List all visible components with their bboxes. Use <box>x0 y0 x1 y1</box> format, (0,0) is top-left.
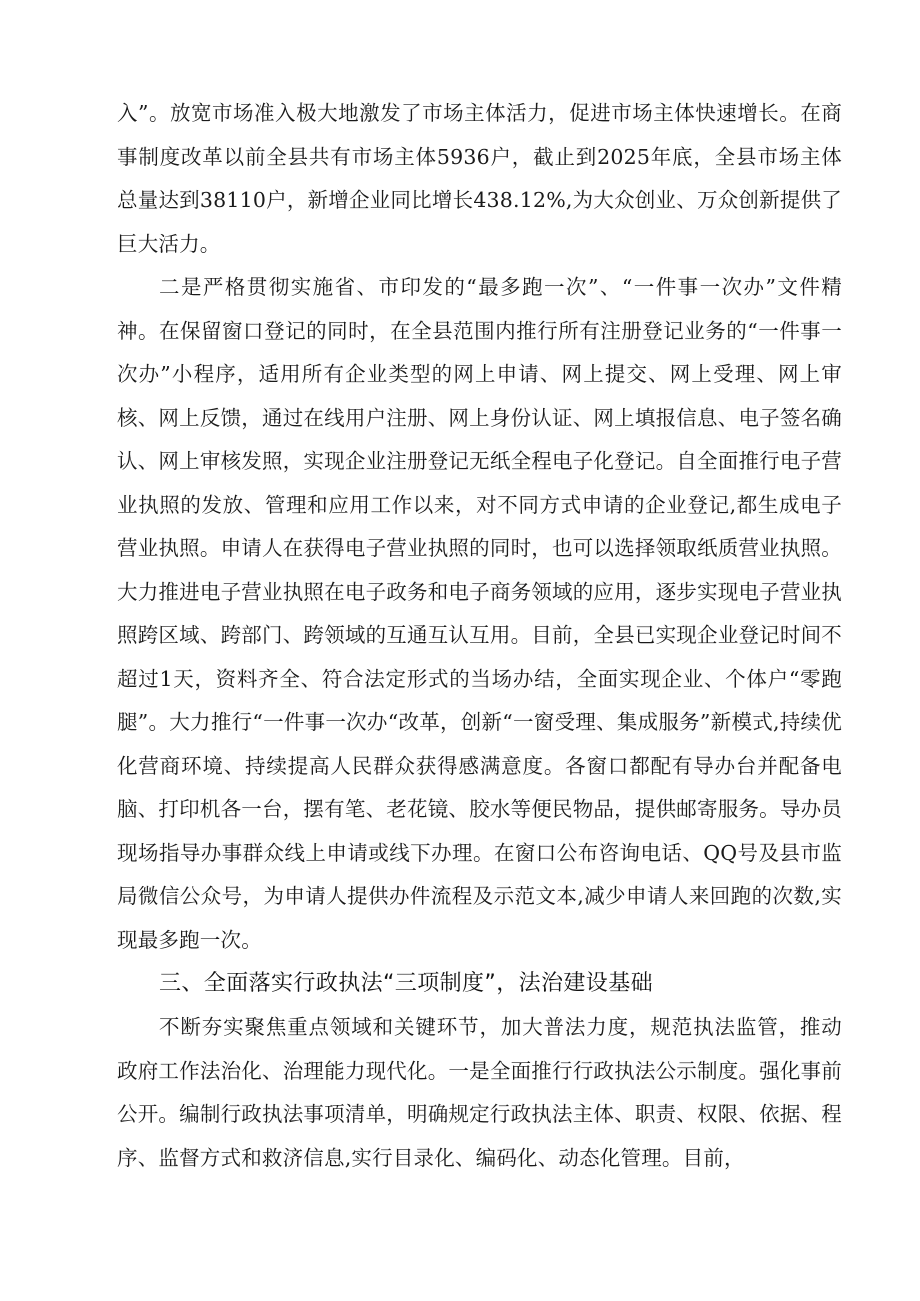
section-heading: 三、全面落实行政执法“三项制度”，法治建设基础 <box>159 971 653 996</box>
document-body <box>117 92 842 1180</box>
paragraph-market-growth: 入”。放宽市场准入极大地激发了市场主体活力，促进市场主体快速增长。在商事制度改革以前全县共有市场主体5936户，截止到2025年底，全县市场主体总量达到38110户，新增企业同比增长438.12%,为大众创业、万众创新提供了巨大活力。 <box>117 101 842 256</box>
paragraph-law-enforcement: 不断夯实聚焦重点领域和关键环节，加大普法力度，规范执法监管，推动政府工作法治化、治理能力现代化。一是全面推行行政执法公示制度。强化事前公开。编制行政执法事项清单，明确规定行政执法主体、职责、权限、依据、程序、监督方式和救济信息,实行目录化、编码化、动态化管理。目前， <box>117 1015 842 1170</box>
paragraph-one-visit-reform: 二是严格贯彻实施省、市印发的“最多跑一次”、“一件事一次办”文件精神。在保留窗口登记的同时，在全县范围内推行所有注册登记业务的“一件事一次办”小程序，适用所有企业类型的网上申请、网上提交、网上受理、网上审核、网上反馈，通过在线用户注册、网上身份认证、网上填报信息、电子签名确认、网上审核发照，实现企业注册登记无纸全程电子化登记。自全面推行电子营业执照的发放、管理和应用工作以来，对不同方式申请的企业登记,都生成电子营业执照。申请人在获得电子营业执照的同时，也可以选择领取纸质营业执照。大力推进电子营业执照在电子政务和电子商务领域的应用，逐步实现电子营业执照跨区域、跨部门、跨领域的互通互认互用。目前，全县已实现企业登记时间不超过1天，资料齐全、符合法定形式的当场办结，全面实现企业、个体户“零跑腿”。大力推行“一件事一次办“改革，创新“一窗受理、集成服务”新模式,持续优化营商环境、持续提高人民群众获得感满意度。各窗口都配有导办台并配备电脑、打印机各一台，摆有笔、老花镜、胶水等便民物品，提供邮寄服务。导办员现场指导办事群众线上申请或线下办理。在窗口公布咨询电话、QQ号及县市监局微信公众号，为申请人提供办件流程及示范文本,减少申请人来回跑的次数,实现最多跑一次。 <box>117 275 842 952</box>
